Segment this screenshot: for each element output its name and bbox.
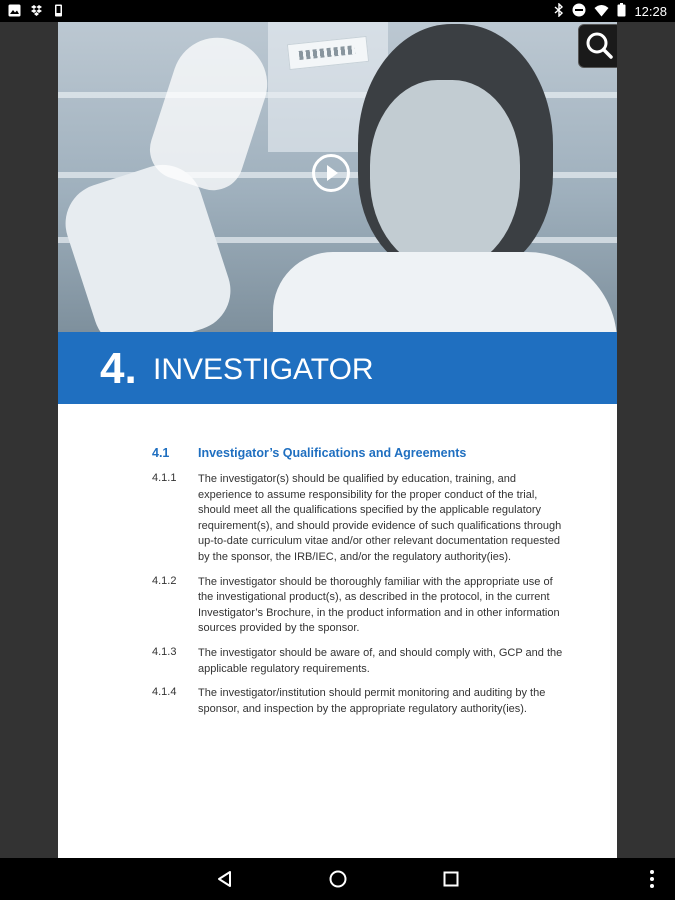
- do-not-disturb-icon: [572, 3, 586, 20]
- section-number: 4.1: [152, 446, 170, 460]
- hero-video[interactable]: [58, 22, 617, 332]
- scientist-face: [370, 80, 520, 270]
- section-title: Investigator’s Qualifications and Agreements: [198, 446, 467, 460]
- list-item: [152, 472, 572, 566]
- list-item: [152, 646, 572, 677]
- overflow-menu-icon[interactable]: [648, 869, 656, 894]
- right-margin: [617, 22, 675, 858]
- left-margin: [0, 22, 58, 858]
- item-text: The investigator should be aware of, and should comply with, GCP and the applicable regulatory requirements.: [198, 646, 563, 675]
- navigation-bar: [0, 858, 675, 900]
- chapter-title: INVESTIGATOR: [153, 353, 374, 386]
- search-icon: [579, 54, 617, 71]
- item-number: 4.1.3: [152, 645, 177, 658]
- clock: 12:28: [634, 4, 667, 19]
- list-item: [152, 686, 572, 717]
- bluetooth-icon: [554, 3, 564, 20]
- lab-coat: [273, 252, 617, 332]
- battery-icon: [617, 3, 626, 20]
- document-page[interactable]: [58, 22, 617, 858]
- chapter-number: 4.: [100, 344, 137, 393]
- item-text: The investigator/institution should permit monitoring and auditing by the sponsor, and inspection by the appropriate regulatory authority(ies).: [198, 687, 546, 715]
- play-circle-icon[interactable]: [312, 154, 350, 192]
- wifi-icon: [594, 4, 609, 20]
- item-text: The investigator(s) should be qualified by education, training, and experience to assume responsibility for the proper conduct of the trial, should meet all the qualifications specified by the applicable regulatory requirement(s), and should provide evidence of such qualifications through up-to-date curriculum vitae and/or other relevant documentation requested by the sponsor, the IRB/IEC, and/or the regulatory authority(ies).: [198, 473, 562, 563]
- list-item: [152, 575, 572, 637]
- recents-icon[interactable]: [441, 869, 461, 894]
- section-content: [152, 446, 572, 726]
- item-number: 4.1.2: [152, 574, 177, 587]
- back-icon[interactable]: [215, 869, 235, 894]
- search-button[interactable]: [578, 24, 617, 68]
- item-number: 4.1.4: [152, 686, 177, 699]
- chapter-banner: [58, 332, 617, 404]
- item-number: 4.1.1: [152, 472, 177, 484]
- phone-icon: [52, 4, 65, 17]
- status-bar: [0, 0, 675, 22]
- item-text: The investigator should be thoroughly familiar with the appropriate use of the investigational product(s), as described in the protocol, in the current Investigator’s Brochure, in the product information and in other information sources provided by the sponsor.: [198, 575, 560, 635]
- dropbox-icon: [30, 4, 43, 17]
- image-icon: [8, 4, 21, 17]
- section-heading: [152, 446, 572, 460]
- home-icon[interactable]: [328, 869, 348, 894]
